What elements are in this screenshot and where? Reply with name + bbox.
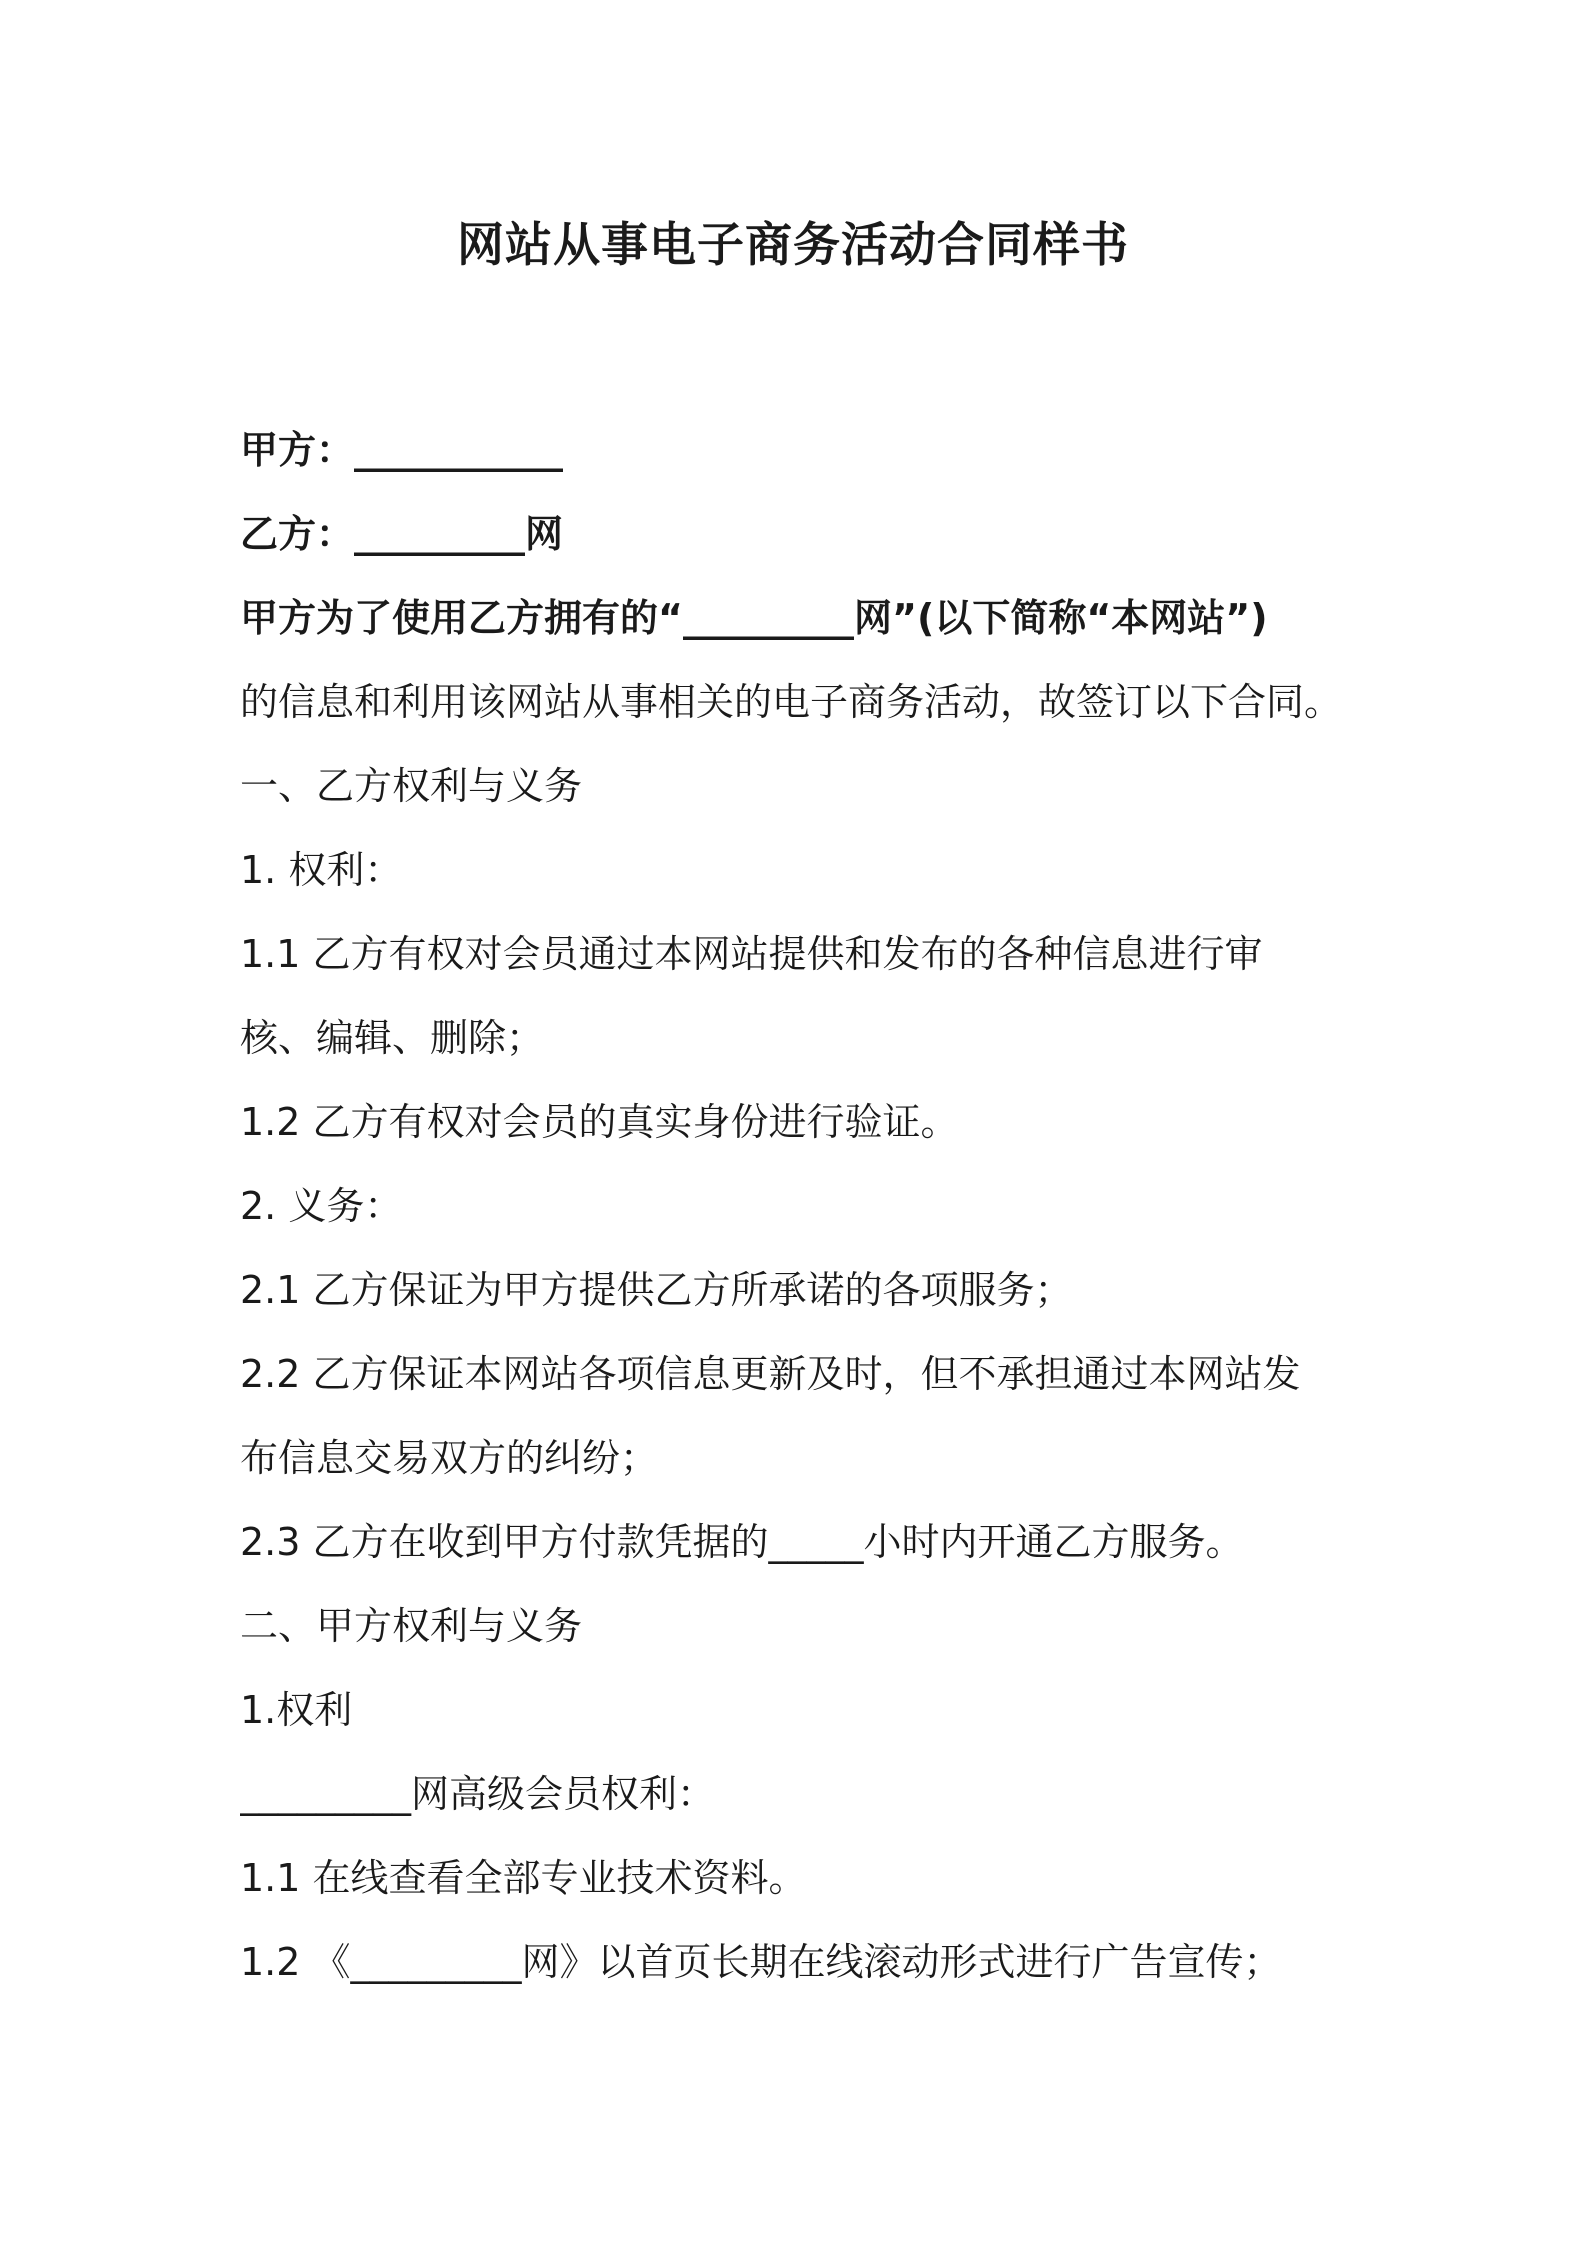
rights-1-2: 1.2 《_________网》以首页长期在线滚动形式进行广告宣传； bbox=[240, 1940, 1282, 1984]
preamble-line-2: 的信息和利用该网站从事相关的电子商务活动，故签订以下合同。 bbox=[240, 680, 1343, 724]
clause-2-3: 2.3 乙方在收到甲方付款凭据的_____小时内开通乙方服务。 bbox=[240, 1520, 1244, 1564]
clause-1: 1. 权利： bbox=[240, 848, 403, 892]
party-b-line: 乙方：_________网 bbox=[240, 512, 564, 556]
section-heading-2: 二、甲方权利与义务 bbox=[240, 1604, 583, 1648]
party-a-line: 甲方：___________ bbox=[240, 428, 564, 472]
premium-member-rights: _________网高级会员权利： bbox=[240, 1772, 716, 1816]
document-body bbox=[240, 408, 1370, 2004]
clause-rights: 1.权利 bbox=[240, 1688, 353, 1732]
clause-1-1: 1.1 乙方有权对会员通过本网站提供和发布的各种信息进行审 bbox=[240, 932, 1263, 976]
clause-1-1-cont: 核、编辑、删除； bbox=[240, 1016, 545, 1060]
clause-1-2: 1.2 乙方有权对会员的真实身份进行验证。 bbox=[240, 1100, 959, 1144]
clause-2-2-cont: 布信息交易双方的纠纷； bbox=[240, 1436, 659, 1480]
clause-2-1: 2.1 乙方保证为甲方提供乙方所承诺的各项服务； bbox=[240, 1268, 1073, 1312]
clause-2: 2. 义务： bbox=[240, 1184, 403, 1228]
section-heading-1: 一、乙方权利与义务 bbox=[240, 764, 583, 808]
rights-1-1: 1.1 在线查看全部专业技术资料。 bbox=[240, 1856, 807, 1900]
document-title: 网站从事电子商务活动合同样书 bbox=[457, 218, 1129, 273]
preamble-line-1: 甲方为了使用乙方拥有的“_________网”(以下简称“本网站”) bbox=[240, 596, 1268, 640]
clause-2-2: 2.2 乙方保证本网站各项信息更新及时，但不承担通过本网站发 bbox=[240, 1352, 1301, 1396]
